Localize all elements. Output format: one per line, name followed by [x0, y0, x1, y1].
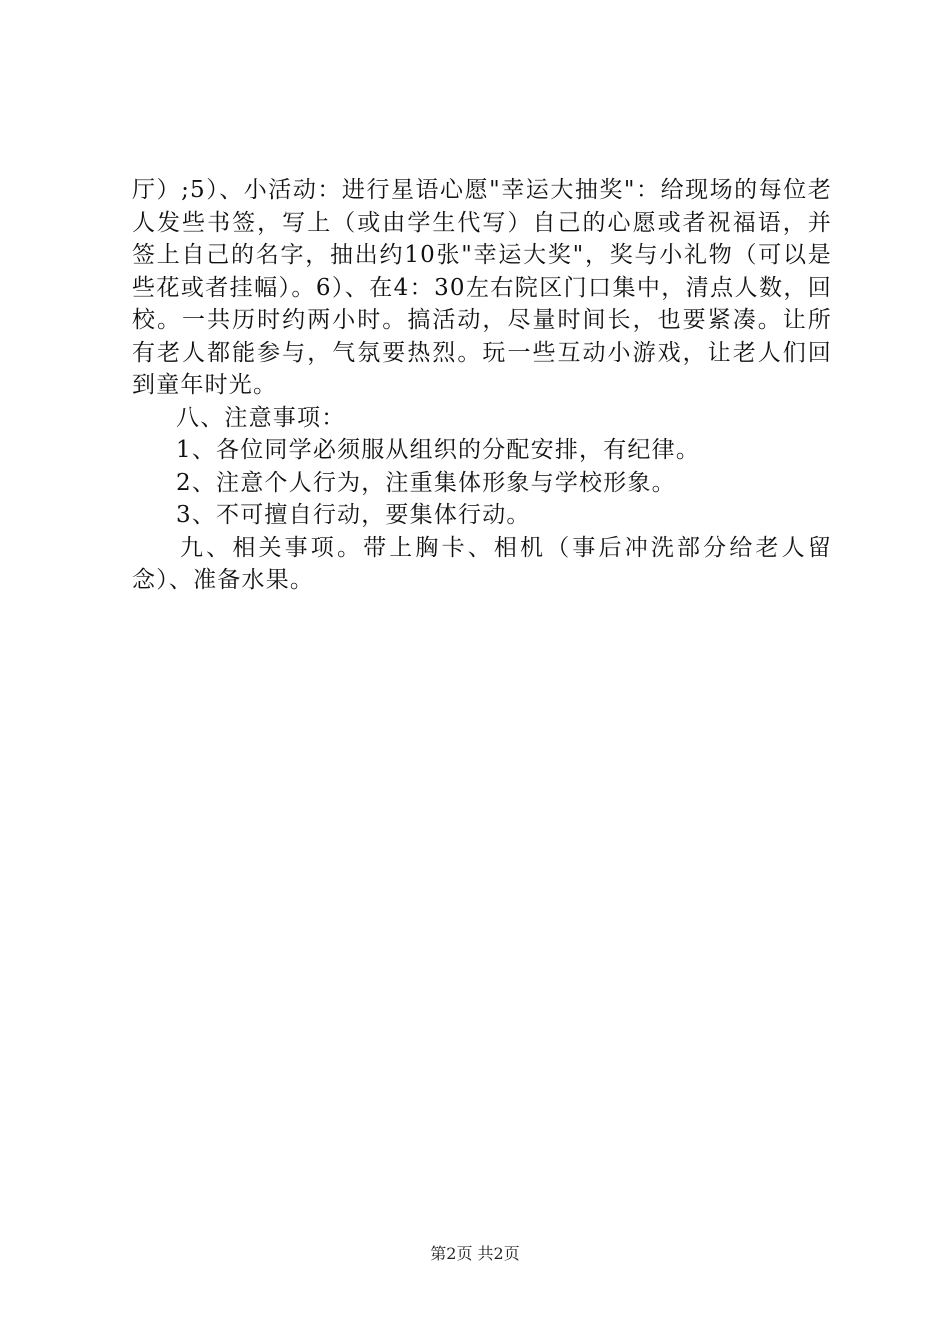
- note-item-2: 2、注意个人行为，注重集体形象与学校形象。: [176, 469, 676, 496]
- paragraph-activity-details: 厅）;5）、小活动：进行星语心愿"幸运大抽奖"：给现场的每位老人发些书签，写上（或由学生代写）自己的心愿或者祝福语，并签上自己的名字，抽出约10张"幸运大奖"，奖与小礼物（可以是些花或者挂幅）。6）、在4：30左右院区门口集中，清点人数，回校。一共历时约两小时。搞活动，尽量时间长，也要紧凑。让所有老人都能参与，气氛要热烈。玩一些互动小游戏，让老人们回到童年时光。: [132, 177, 832, 398]
- note-item-3: 3、不可擅自行动，要集体行动。: [176, 502, 531, 528]
- note-item-1: 1、各位同学必须服从组织的分配安排，有纪律。: [176, 437, 701, 463]
- document-body: [132, 174, 832, 597]
- paragraph-related-items: 九、相关事项。带上胸卡、相机（事后冲洗部分给老人留念）、准备水果。: [132, 534, 832, 593]
- heading-notes: 八、注意事项：: [176, 404, 346, 431]
- page-number-footer: 第2页 共2页: [430, 1244, 520, 1263]
